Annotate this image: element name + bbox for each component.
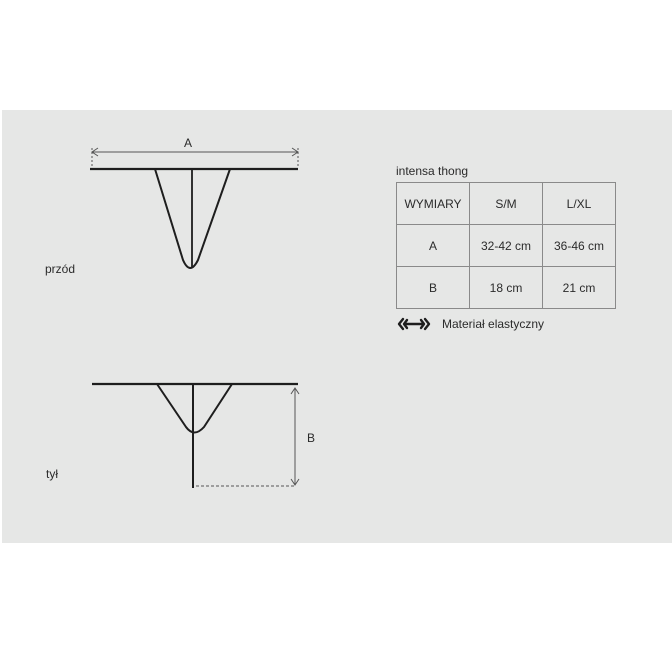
- table-title: intensa thong: [396, 164, 469, 178]
- table-cell: 18 cm: [470, 267, 543, 309]
- back-v-shape: [157, 384, 232, 433]
- dimension-a-label: A: [184, 136, 193, 150]
- front-view: [90, 148, 298, 268]
- dimension-b-arrow: [196, 388, 299, 486]
- back-view: [92, 384, 299, 488]
- table-cell: 21 cm: [543, 267, 616, 309]
- elastic-arrows-icon: [396, 317, 432, 331]
- table-header-cell: S/M: [470, 183, 543, 225]
- table-cell: A: [397, 225, 470, 267]
- table-cell: 36-46 cm: [543, 225, 616, 267]
- table-header-row: [397, 183, 616, 225]
- legend: [396, 317, 544, 331]
- front-label: przód: [45, 262, 76, 276]
- back-label: tył: [46, 467, 58, 481]
- legend-label: Materiał elastyczny: [442, 317, 545, 331]
- dimension-a-arrow: [92, 148, 298, 166]
- table-row: [397, 225, 616, 267]
- size-table: [396, 182, 616, 309]
- table-cell: 32-42 cm: [470, 225, 543, 267]
- table-cell: B: [397, 267, 470, 309]
- table-row: [397, 267, 616, 309]
- dimension-b-label: B: [307, 431, 316, 445]
- table-header-cell: WYMIARY: [397, 183, 470, 225]
- table-header-cell: L/XL: [543, 183, 616, 225]
